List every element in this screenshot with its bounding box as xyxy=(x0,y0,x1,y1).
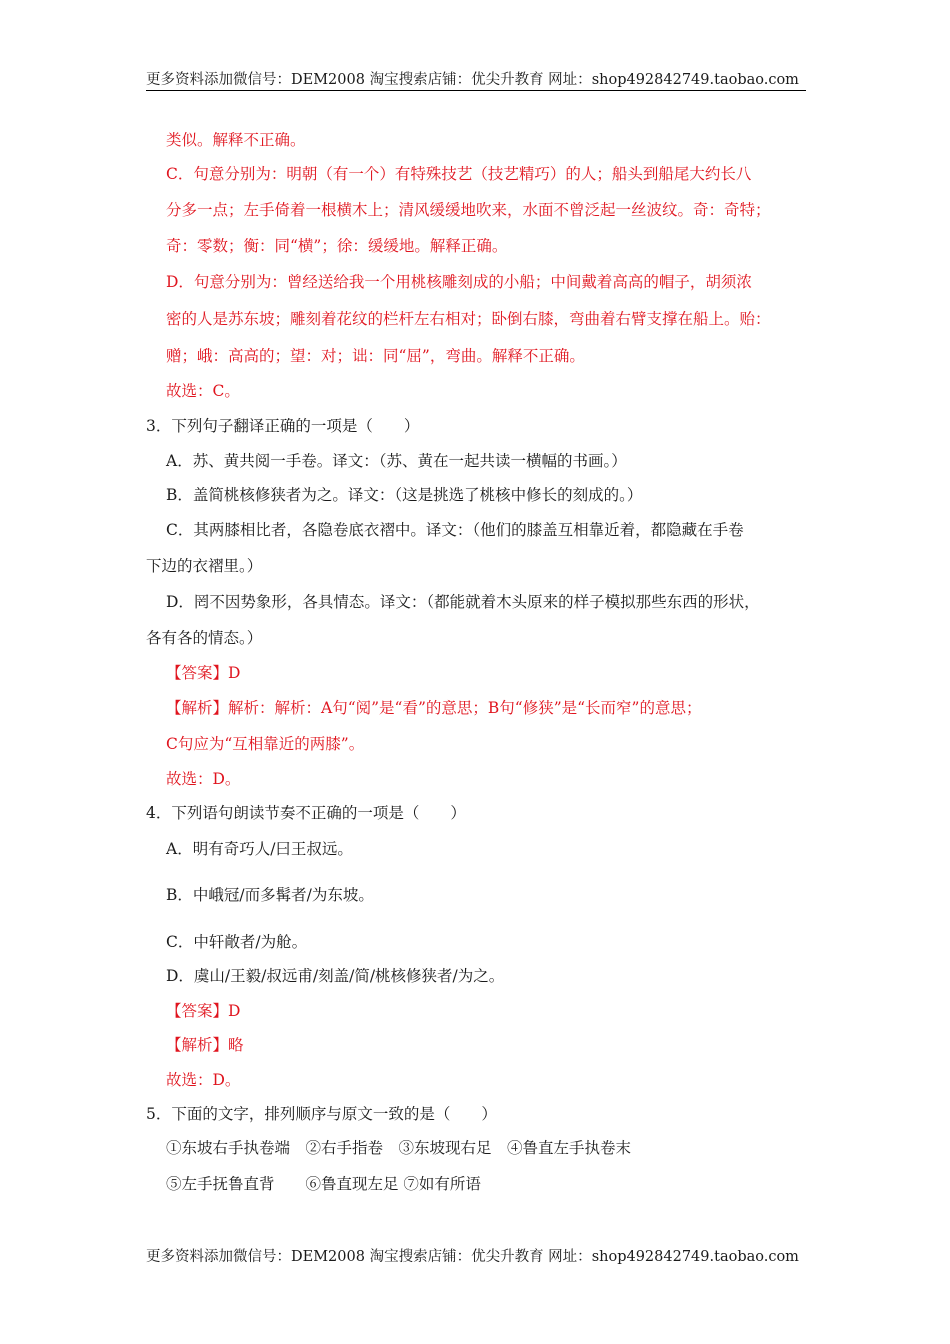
analysis-cont: C句应为“互相靠近的两膝”。 xyxy=(166,735,365,753)
option-d-cont: 各有各的情态。） xyxy=(146,629,263,647)
explanation-line: 密的人是苏东坡；雕刻着花纹的栏杆左右相对；卧倒右膝，弯曲着右臂支撑在船上。贻： xyxy=(166,310,771,328)
question-3: 3．下列句子翻译正确的一项是（ ） xyxy=(146,417,420,435)
selection-line: 故选：D。 xyxy=(166,1071,241,1089)
question-5: 5．下面的文字，排列顺序与原文一致的是（ ） xyxy=(146,1105,497,1123)
selection-line: 故选：D。 xyxy=(166,770,241,788)
header-wechat-id: DEM2008 xyxy=(291,72,365,88)
analysis: 【解析】解析：解析：A句“阅”是“看”的意思；B句“修狭”是“长而窄”的意思； xyxy=(166,699,702,717)
footer-wechat-label: 更多资料添加微信号： xyxy=(146,1249,291,1265)
option-b: B．中峨冠/而多髯者/为东坡。 xyxy=(166,886,374,904)
option-a: A．明有奇巧人/曰王叔远。 xyxy=(166,840,353,858)
option-d: D．虞山/王毅/叔远甫/刻盖/简/桃核修狭者/为之。 xyxy=(166,967,505,985)
option-b: B．盖简桃核修狭者为之。译文：（这是挑选了桃核中修长的刻成的。） xyxy=(166,486,643,504)
explanation-line: 分多一点；左手倚着一根横木上；清风缓缓地吹来，水面不曾泛起一丝波纹。奇：奇特； xyxy=(166,201,771,219)
answer: 【答案】D xyxy=(166,664,241,682)
answer: 【答案】D xyxy=(166,1002,241,1020)
explanation-line: D．句意分别为：曾经送给我一个用桃核雕刻成的小船；中间戴着高高的帽子，胡须浓 xyxy=(166,273,752,291)
header-wechat-label: 更多资料添加微信号： xyxy=(146,72,291,88)
explanation-line: 奇：零数；衡：同“横”；徐：缓缓地。解释正确。 xyxy=(166,237,508,255)
page-footer xyxy=(146,1245,806,1266)
explanation-line: C．句意分别为：明朝（有一个）有特殊技艺（技艺精巧）的人；船头到船尾大约长八 xyxy=(166,165,752,183)
page-header xyxy=(146,68,806,91)
option-d: D．罔不因势象形，各具情态。译文：（都能就着木头原来的样子模拟那些东西的形状， xyxy=(166,593,760,611)
option-c: C．中轩敞者/为舱。 xyxy=(166,933,308,951)
explanation-line: 类似。解释不正确。 xyxy=(166,131,306,149)
footer-shop-label: 淘宝搜索店铺：优尖升教育 网址： xyxy=(364,1249,592,1265)
option-a: A．苏、黄共阅一手卷。译文：（苏、黄在一起共读一横幅的书画。） xyxy=(166,452,627,470)
header-shop-label: 淘宝搜索店铺：优尖升教育 网址： xyxy=(364,72,592,88)
option-c-cont: 下边的衣褶里。） xyxy=(146,557,263,575)
option-c: C．其两膝相比者，各隐卷底衣褶中。译文：（他们的膝盖互相靠近着，都隐藏在手卷 xyxy=(166,521,744,539)
selection-line: 故选：C。 xyxy=(166,382,240,400)
header-url: shop492842749.taobao.com xyxy=(591,72,799,88)
sequence-items: ⑤左手抚鲁直背 ⑥鲁直现左足 ⑦如有所语 xyxy=(166,1175,481,1193)
sequence-items: ①东坡右手执卷端 ②右手指卷 ③东坡现右足 ④鲁直左手执卷末 xyxy=(166,1139,632,1157)
question-4: 4．下列语句朗读节奏不正确的一项是（ ） xyxy=(146,804,466,822)
footer-url: shop492842749.taobao.com xyxy=(591,1249,799,1265)
analysis: 【解析】略 xyxy=(166,1036,244,1054)
explanation-line: 赠；峨：高高的；望：对；诎：同“屈”，弯曲。解释不正确。 xyxy=(166,347,585,365)
footer-wechat-id: DEM2008 xyxy=(291,1249,365,1265)
